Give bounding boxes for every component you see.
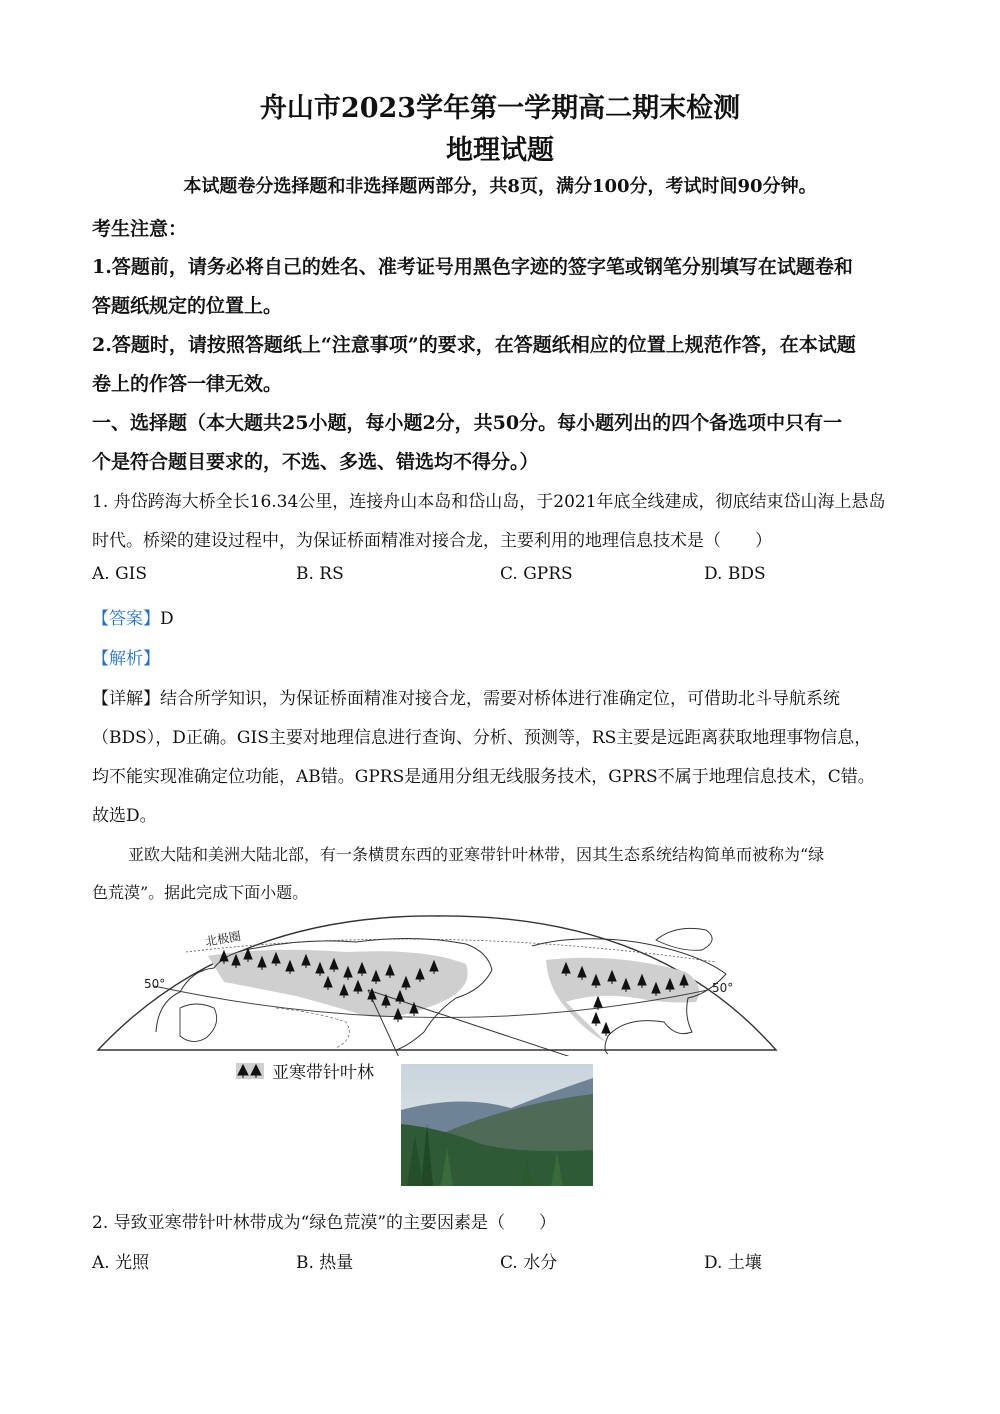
q1-answer-row — [92, 604, 174, 629]
analysis-tag: 【解析】 — [92, 649, 160, 669]
q1-option-b: B. RS — [296, 564, 344, 584]
q2-option-c: C. 水分 — [500, 1253, 558, 1273]
map-legend — [236, 1058, 374, 1083]
notice-heading: 考生注意： — [92, 218, 188, 240]
exam-intro: 本试题卷分选择题和非选择题两部分，共8页，满分100分，考试时间90分钟。 — [183, 176, 817, 197]
q1-detail-line-4: 故选D。 — [92, 806, 157, 826]
q2-option-a: A. 光照 — [92, 1253, 150, 1273]
q1-answer-value: D — [160, 609, 174, 629]
taiga-forest-photo — [401, 1064, 593, 1186]
q1-option-d: D. BDS — [704, 564, 766, 584]
q1-detail-line-3: 均不能实现准确定位功能，AB错。GPRS是通用分组无线服务技术，GPRS不属于地理信息技术，C错。 — [92, 767, 875, 787]
q1-detail-line-1: 【详解】结合所学知识，为保证桥面精准对接合龙，需要对桥体进行准确定位，可借助北斗导航系统 — [92, 689, 840, 709]
q1-stem-line-2: 时代。桥梁的建设过程中，为保证桥面精准对接合龙，主要利用的地理信息技术是（ ） — [92, 531, 772, 551]
notice-item-2-line-2: 卷上的作答一律无效。 — [92, 373, 283, 395]
lat-label-left: 50° — [144, 977, 166, 991]
notice-item-1-line-1: 1.答题前，请务必将自己的姓名、准考证号用黑色字迹的签字笔或钢笔分别填写在试题卷和 — [92, 256, 853, 278]
q2-option-b: B. 热量 — [296, 1253, 354, 1273]
conifer-legend-icon — [236, 1063, 264, 1079]
notice-item-1-line-2: 答题纸规定的位置上。 — [92, 295, 283, 317]
lat-label-right: 50° — [712, 981, 734, 995]
answer-tag: 【答案】 — [92, 609, 160, 629]
q1-option-a: A. GIS — [92, 564, 148, 584]
q1-stem-line-1: 1. 舟岱跨海大桥全长16.34公里，连接舟山本岛和岱山岛，于2021年底全线建成，彻底结束岱山海上悬岛 — [92, 492, 886, 512]
q1-option-c: C. GPRS — [500, 564, 573, 584]
boreal-forest-map — [96, 912, 780, 1056]
section-heading-line-2: 个是符合题目要求的，不选、多选、错选均不得分。） — [92, 451, 539, 473]
page-subtitle: 地理试题 — [446, 135, 554, 166]
arctic-circle-label: 北极圈 — [204, 928, 242, 949]
q2-option-d: D. 土壤 — [704, 1253, 762, 1273]
q1-detail-line-2: （BDS），D正确。GIS主要对地理信息进行查询、分析、预测等，RS主要是远距离获取地理事物信息， — [92, 728, 872, 748]
notice-item-2-line-1: 2.答题时，请按照答题纸上“注意事项”的要求，在答题纸相应的位置上规范作答，在本试题 — [92, 334, 856, 356]
greenland-outline — [656, 928, 712, 950]
q2-stem: 2. 导致亚寒带针叶林带成为“绿色荒漠”的主要因素是（ ） — [92, 1213, 557, 1233]
passage-line-1: 亚欧大陆和美洲大陆北部，有一条横贯东西的亚寒带针叶林带，因其生态系统结构简单而被称为“绿 — [128, 845, 825, 864]
passage-line-2: 色荒漠”。据此完成下面小题。 — [92, 883, 309, 902]
legend-label: 亚寒带针叶林 — [272, 1063, 374, 1083]
section-heading-line-1: 一、选择题（本大题共25小题，每小题2分，共50分。每小题列出的四个备选项中只有一 — [92, 412, 843, 434]
page-title: 舟山市2023学年第一学期高二期末检测 — [259, 93, 741, 124]
